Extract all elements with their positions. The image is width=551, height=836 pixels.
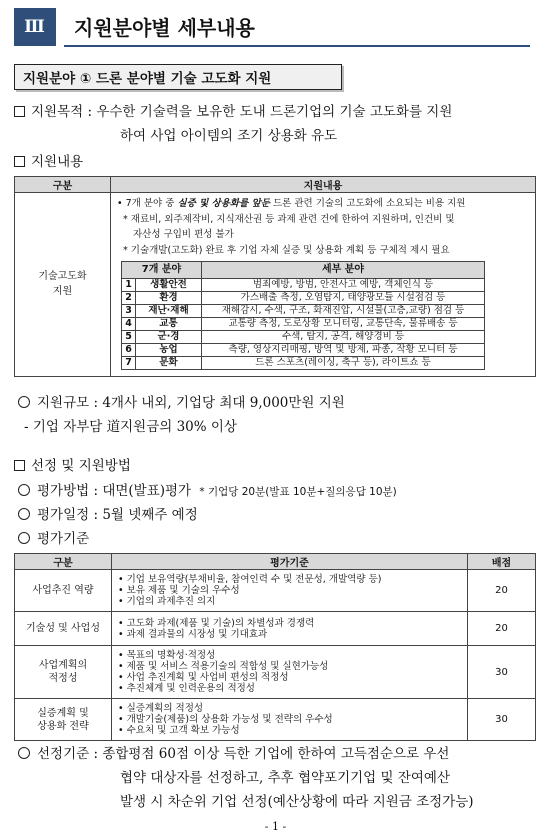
method-note: * 기업당 20분(발표 10분+질의응답 10분) bbox=[199, 486, 397, 498]
eval-row bbox=[15, 699, 536, 741]
support-note-1: * 재료비, 외주제작비, 지식재산권 등 과제 관련 건에 한하여 지원하며, 인건비 및 bbox=[123, 213, 455, 225]
fields-row: 3 재난·재해 재해감시, 수색, 구조, 화재진압, 시설물(고층,교량) 점검 등 bbox=[122, 304, 485, 317]
scale-text: 4개사 내외, 기업당 최대 9,000만원 지원 bbox=[102, 395, 345, 411]
eval-category: 실증계획 및 상용화 전략 bbox=[15, 699, 112, 741]
eval-header-score: 배점 bbox=[468, 554, 536, 570]
eval-category: 사업추진 역량 bbox=[15, 570, 112, 612]
scale-line: 지원규모 : 4개사 내외, 기업당 최대 9,000만원 지원 bbox=[18, 391, 345, 411]
selection-title: 선정 및 지원방법 bbox=[31, 458, 131, 474]
method-label: 평가방법 bbox=[37, 483, 90, 499]
circle-bullet-icon bbox=[18, 508, 30, 520]
eval-header-category: 구분 bbox=[15, 554, 112, 570]
checkbox-square-icon bbox=[14, 460, 25, 471]
selection-title-line bbox=[14, 454, 131, 474]
purpose-text-2: 하여 사업 아이템의 조기 상용화 유도 bbox=[120, 128, 338, 144]
eval-score: 30 bbox=[468, 646, 536, 699]
schedule-value: 5월 넷째주 예정 bbox=[102, 507, 198, 523]
final-criteria-label: 선정기준 bbox=[37, 746, 90, 762]
section-number: Ⅲ bbox=[14, 8, 56, 46]
circle-bullet-icon bbox=[18, 747, 30, 759]
support-note-2: * 기술개발(고도화) 완료 후 기업 자체 실증 및 상용화 계획 등 구체적 제시 필요 bbox=[123, 244, 450, 256]
eval-score: 20 bbox=[468, 612, 536, 646]
final-criteria-line: 선정기준 : 종합평점 60점 이상 득한 기업에 한하여 고득점순으로 우선 bbox=[18, 742, 449, 762]
fields-row: 2 환경 가스배출 측정, 오염탐지, 태양광모듈 시설점검 등 bbox=[122, 291, 485, 304]
content-label: 지원내용 bbox=[31, 154, 84, 170]
eval-criteria: • 기업 보유역량(부채비율, 참여인력 수 및 전문성, 개발역량 등) • 보유 제품 및 기술의 우수성 • 기업의 과제추진 의지 bbox=[112, 570, 468, 612]
schedule-line: 평가일정 : 5월 넷째주 예정 bbox=[18, 503, 198, 523]
support-note-1b: 자산성 구입비 편성 불가 bbox=[133, 229, 234, 240]
final-criteria-text-1: 종합평점 60점 이상 득한 기업에 한하여 고득점순으로 우선 bbox=[102, 746, 450, 762]
eval-row bbox=[15, 612, 536, 646]
final-criteria-text-2: 협약 대상자를 선정하고, 추후 협약포기기업 및 잔여예산 bbox=[120, 770, 450, 786]
eval-score: 30 bbox=[468, 699, 536, 741]
support-table-header-content: 지원내용 bbox=[111, 177, 536, 193]
fields-row: 4 교통 교통량 측정, 도로상황 모니터링, 교통단속, 물류배송 등 bbox=[122, 317, 485, 330]
eval-header-criteria: 평가기준 bbox=[112, 554, 468, 570]
circle-bullet-icon bbox=[18, 484, 30, 496]
checkbox-square-icon bbox=[14, 106, 25, 117]
eval-category: 기술성 및 사업성 bbox=[15, 612, 112, 646]
support-content bbox=[111, 193, 536, 377]
final-criteria-text-3: 발생 시 차순위 기업 선정(예산상황에 따라 지원금 조정가능) bbox=[120, 794, 474, 810]
page-number: - 1 - bbox=[264, 820, 287, 833]
checkbox-square-icon bbox=[14, 156, 25, 167]
subsection-title: 지원분야 ① 드론 분야별 기술 고도화 지원 bbox=[14, 64, 342, 90]
criteria-label: 평가기준 bbox=[37, 531, 90, 547]
support-bullet: • 7개 분야 중 실증 및 상용화를 앞둔 드론 관련 기술의 고도화에 소요되는 비용 지원 bbox=[117, 198, 466, 209]
purpose-line: 지원목적 : 우수한 기술력을 보유한 도내 드론기업의 기술 고도화를 지원 bbox=[14, 100, 452, 120]
purpose-label: 지원목적 bbox=[31, 104, 84, 120]
eval-category: 사업계획의 적정성 bbox=[15, 646, 112, 699]
eval-row bbox=[15, 570, 536, 612]
fields-row: 1 생활안전 범죄예방, 방범, 안전사고 예방, 객체인식 등 bbox=[122, 278, 485, 291]
scale-sub: - 기업 자부담 道지원금의 30% 이상 bbox=[24, 419, 237, 435]
criteria-line bbox=[18, 527, 89, 547]
fields-header-detail: 세부 분야 bbox=[202, 262, 485, 279]
method-line: 평가방법 : 대면(발표)평가 * 기업당 20분(발표 10분+질의응답 10분) bbox=[18, 479, 397, 499]
eval-criteria: • 실증계획의 적정성 • 개발기술(제품)의 상용화 가능성 및 전략의 우수성 • 수요처 및 고객 확보 가능성 bbox=[112, 699, 468, 741]
purpose-text-1: 우수한 기술력을 보유한 도내 드론기업의 기술 고도화를 지원 bbox=[96, 104, 453, 120]
scale-label: 지원규모 bbox=[37, 395, 90, 411]
circle-bullet-icon bbox=[18, 396, 30, 408]
fields-header-field: 7개 분야 bbox=[122, 262, 202, 279]
evaluation-table bbox=[14, 553, 536, 741]
fields-row: 7 문화 드론 스포츠(레이싱, 축구 등), 라이트쇼 등 bbox=[122, 356, 485, 369]
section-divider bbox=[64, 45, 530, 47]
support-category: 기술고도화 지원 bbox=[15, 193, 111, 377]
section-title: 지원분야별 세부내용 bbox=[74, 16, 255, 40]
content-line bbox=[14, 150, 83, 170]
method-value: 대면(발표)평가 bbox=[102, 483, 192, 499]
circle-bullet-icon bbox=[18, 532, 30, 544]
eval-criteria: • 목표의 명확성·적정성 • 제품 및 서비스 적용기술의 적합성 및 실현가능성 • 사업 추진계획 및 사업비 편성의 적정성 • 추진체계 및 인력운용의 적정성 bbox=[112, 646, 468, 699]
eval-criteria: • 고도화 과제(제품 및 기술)의 차별성과 경쟁력 • 과제 결과물의 시장성 및 기대효과 bbox=[112, 612, 468, 646]
eval-score: 20 bbox=[468, 570, 536, 612]
fields-row: 6 농업 측량, 영상지리매핑, 방역 및 방제, 파종, 작황 모니터 등 bbox=[122, 343, 485, 356]
section-header bbox=[14, 8, 534, 48]
support-table-header-category: 구분 bbox=[15, 177, 111, 193]
fields-table bbox=[121, 261, 485, 370]
fields-row: 5 군·경 수색, 탐지, 공격, 해양경비 등 bbox=[122, 330, 485, 343]
support-table bbox=[14, 176, 536, 377]
schedule-label: 평가일정 bbox=[37, 507, 90, 523]
eval-row bbox=[15, 646, 536, 699]
